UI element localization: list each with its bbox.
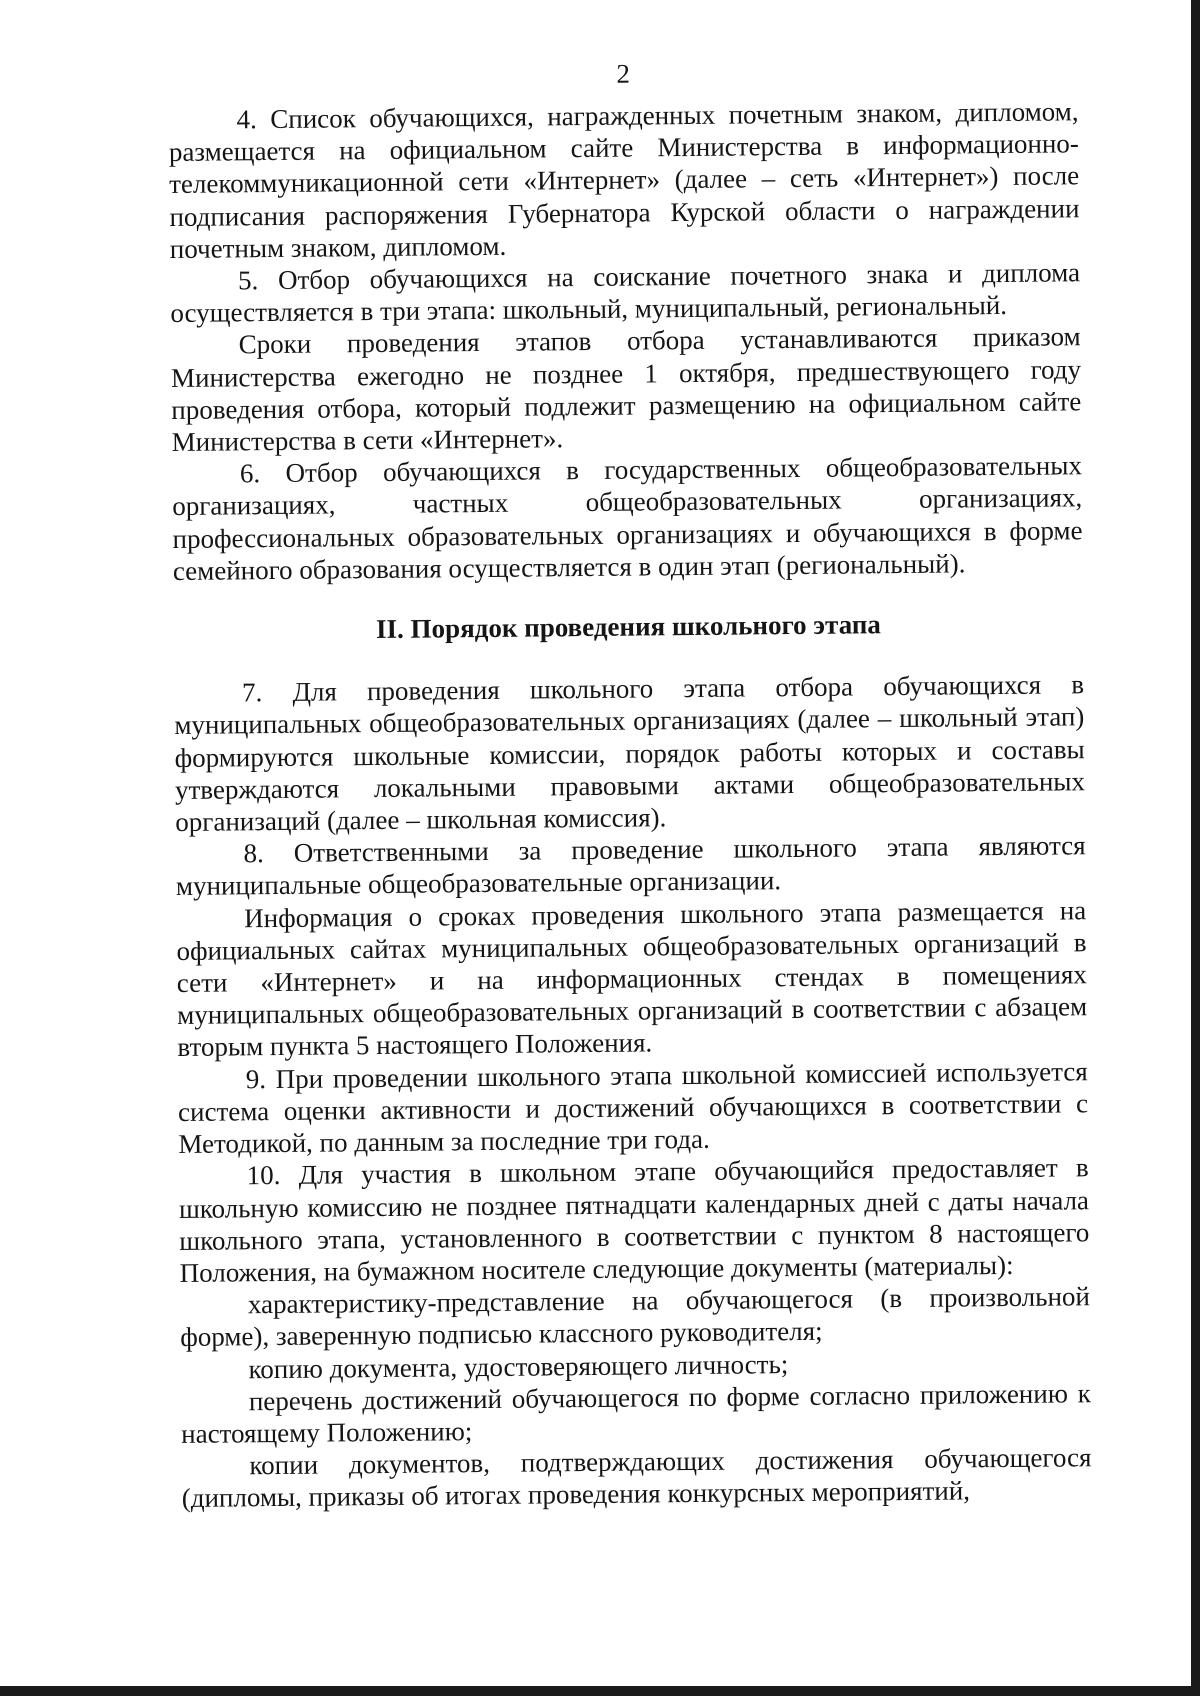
scan-border-bottom: [0, 1686, 1200, 1696]
paragraph-item-10: 10. Для участия в школьном этапе обучающийся предоставляет в школьную комиссию не позднее пятнадцати календарных дней с даты начала школьного этапа, установленного в соответствии с пунктом 8 настоящего Положения, на бумажном носителе следующие документы (материалы):: [178, 1152, 1090, 1288]
page-number: 2: [616, 58, 631, 89]
scan-border-right: [1191, 0, 1200, 1696]
paragraph-item-9: 9. При проведении школьного этапа школьной комиссией используется система оценки активности и достижений обучающихся в соответствии с Методикой, по данным за последние три года.: [177, 1055, 1089, 1160]
paragraph-item-4: 4. Список обучающихся, награжденных почетным знаком, дипломом, размещается на официальном сайте Министерства в информационно-телекоммуникационной сети «Интернет» (далее – сеть «Интернет») после подписания распоряжения Губернатора Курской области о награждении почетным знаком, дипломом.: [168, 96, 1080, 264]
paragraph-item-6: 6. Отбор обучающихся в государственных общеобразовательных организациях, частных общеобразовательных организациях, профессиональных образовательных организациях и обучающихся в форме семейного образования осуществляется в один этап (региональный).: [172, 450, 1083, 586]
paragraph-deadlines: Сроки проведения этапов отбора устанавливаются приказом Министерства ежегодно не позднее 1 октября, предшествующего году проведения отбора, который подлежит размещению на официальном сайте Министерства в сети «Интернет».: [170, 321, 1082, 458]
paragraph-item-8: 8. Ответственными за проведение школьного этапа являются муниципальные общеобразовательные организации.: [175, 830, 1086, 902]
paragraph-school-stage-info: Информация о сроках проведения школьного этапа размещается на официальных сайтах муниципальных общеобразовательных организаций в сети «Интернет» и на информационных стендах в помещениях муниципальных общеобразовательных организаций в соответствии с абзацем вторым пункта 5 настоящего Положения.: [176, 894, 1088, 1063]
section-heading: II. Порядок проведения школьного этапа: [375, 609, 881, 645]
list-item-achievements-list: перечень достижений обучающегося по форме согласно приложению к настоящему Положению;: [181, 1377, 1091, 1449]
document-body: [168, 53, 1092, 1514]
list-item-achievement-copies: копии документов, подтверждающих достижения обучающегося (дипломы, приказы об итогах проведения конкурсных мероприятий,: [181, 1442, 1092, 1514]
paragraph-item-7: 7. Для проведения школьного этапа отбора обучающихся в муниципальных общеобразовательных организациях (далее – школьный этап) формируются школьные комиссии, порядок работы которых и составы утверждаются локальными правовыми актами общеобразовательных организаций (далее – школьная комиссия).: [174, 669, 1086, 838]
list-item-characteristic: характеристику-представление на обучающегося (в произвольной форме), заверенную подписью классного руководителя;: [180, 1281, 1091, 1353]
list-item-id-copy: копию документа, удостоверяющего личность;: [248, 1348, 789, 1384]
paragraph-item-5: 5. Отбор обучающихся на соискание почетного знака и диплома осуществляется в три этапа: школьный, муниципальный, региональный.: [170, 257, 1081, 329]
